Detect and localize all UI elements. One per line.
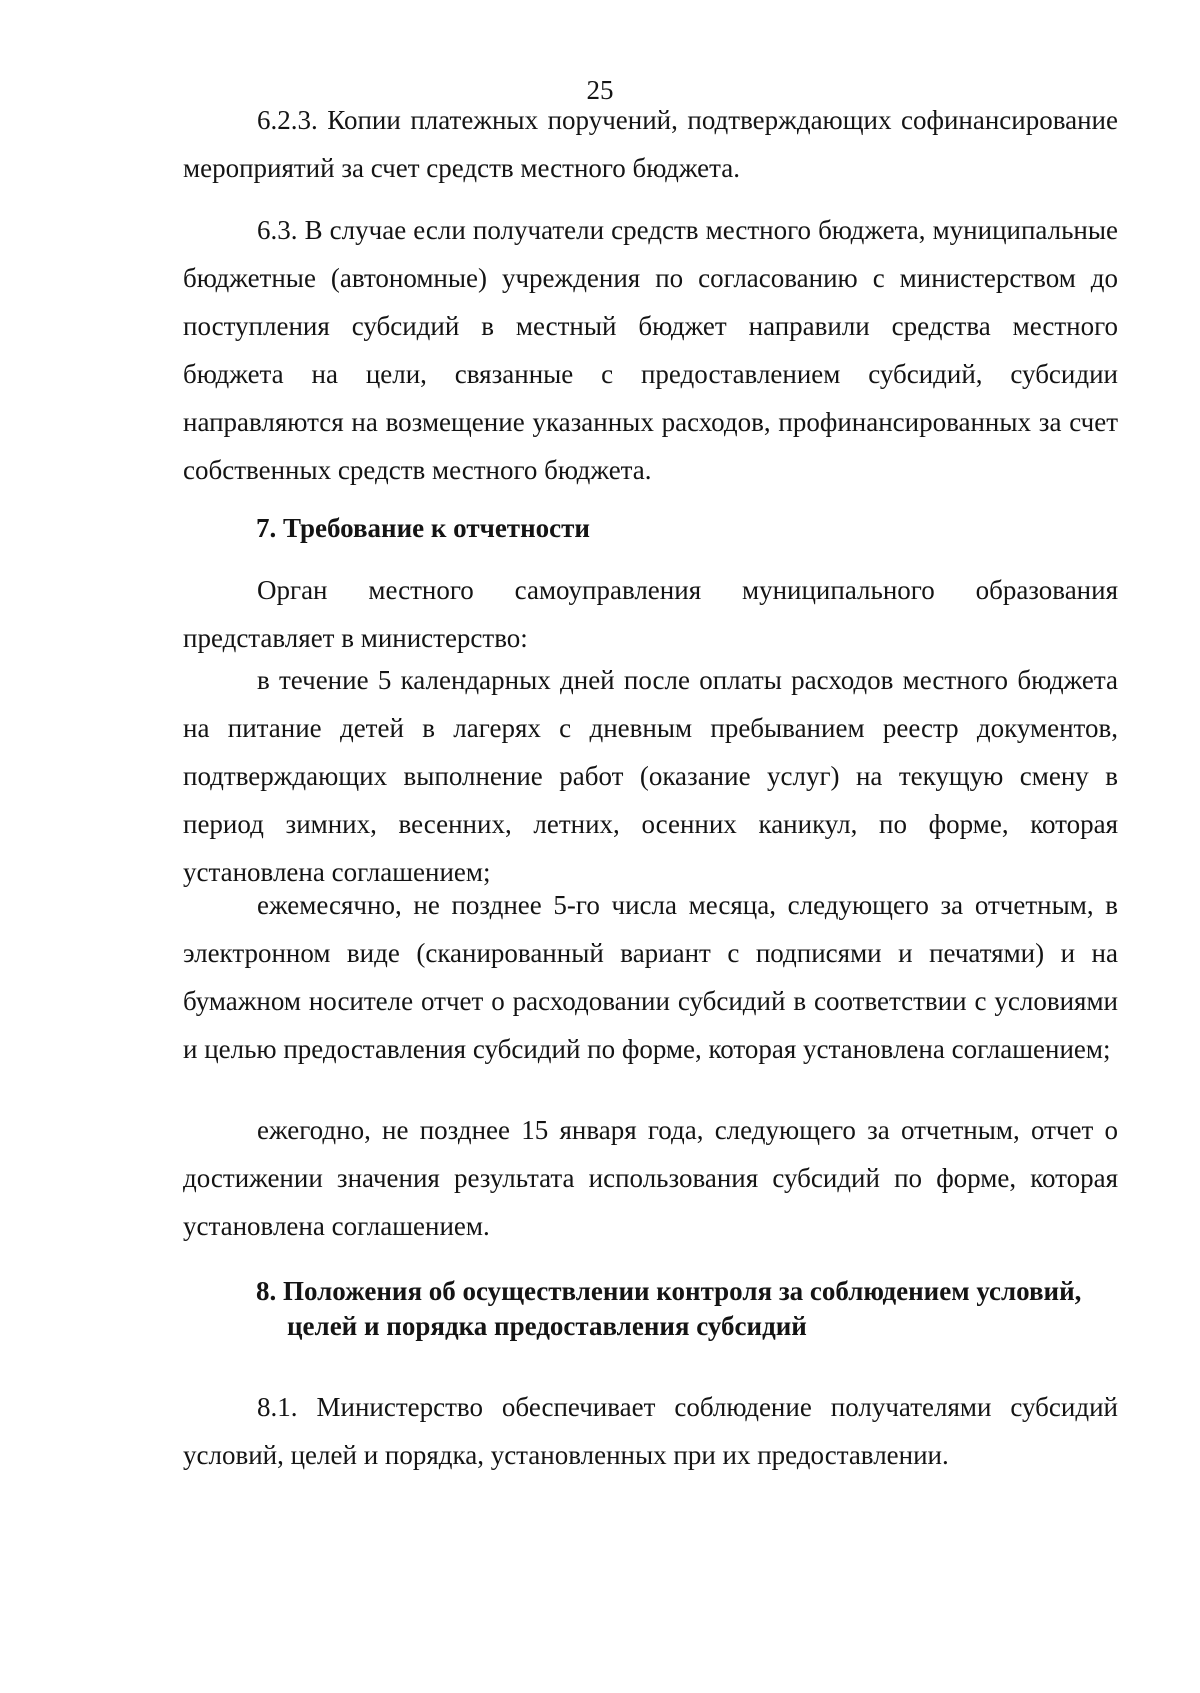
paragraph-8-1: 8.1. Министерство обеспечивает соблюдение получателями субсидий условий, целей и порядка, установленных при их предоставлении. [183,1392,1118,1470]
paragraph-7-item-c: ежегодно, не позднее 15 января года, следующего за отчетным, отчет о достижении значения результата использования субсидий по форме, которая установлена соглашением. [183,1115,1118,1241]
paragraph-6-3: 6.3. В случае если получатели средств местного бюджета, муниципальные бюджетные (автономные) учреждения по согласованию с министерством до поступления субсидий в местный бюджет направили средства местного бюджета на цели, связанные с предоставлением субсидий, субсидии направляются на возмещение указанных расходов, профинансированных за счет собственных средств местного бюджета. [183,215,1118,485]
paragraph-7-item-b: ежемесячно, не позднее 5-го числа месяца, следующего за отчетным, в электронном виде (сканированный вариант с подписями и печатями) и на бумажном носителе отчет о расходовании субсидий в соответствии с условиями и целью предоставления субсидий по форме, которая установлена соглашением; [183,890,1118,1064]
section-heading-7: 7. Требование к отчетности [256,513,590,543]
paragraph-7-item-a: в течение 5 календарных дней после оплаты расходов местного бюджета на питание детей в лагерях с дневным пребыванием реестр документов, подтверждающих выполнение работ (оказание услуг) на текущую смену в период зимних, весенних, летних, осенних каникул, по форме, которая установлена соглашением; [183,665,1118,887]
paragraph-7-intro: Орган местного самоуправления муниципального образования представляет в министерство: [183,575,1118,653]
section-heading-8-line-1: 8. Положения об осуществлении контроля за соблюдением условий, [256,1276,1082,1306]
section-heading-8-line-2: целей и порядка предоставления субсидий [287,1311,807,1341]
paragraph-6-2-3: 6.2.3. Копии платежных поручений, подтверждающих софинансирование мероприятий за счет средств местного бюджета. [183,105,1118,183]
section-heading-8 [256,1274,1126,1344]
page-number: 25 [586,75,614,105]
